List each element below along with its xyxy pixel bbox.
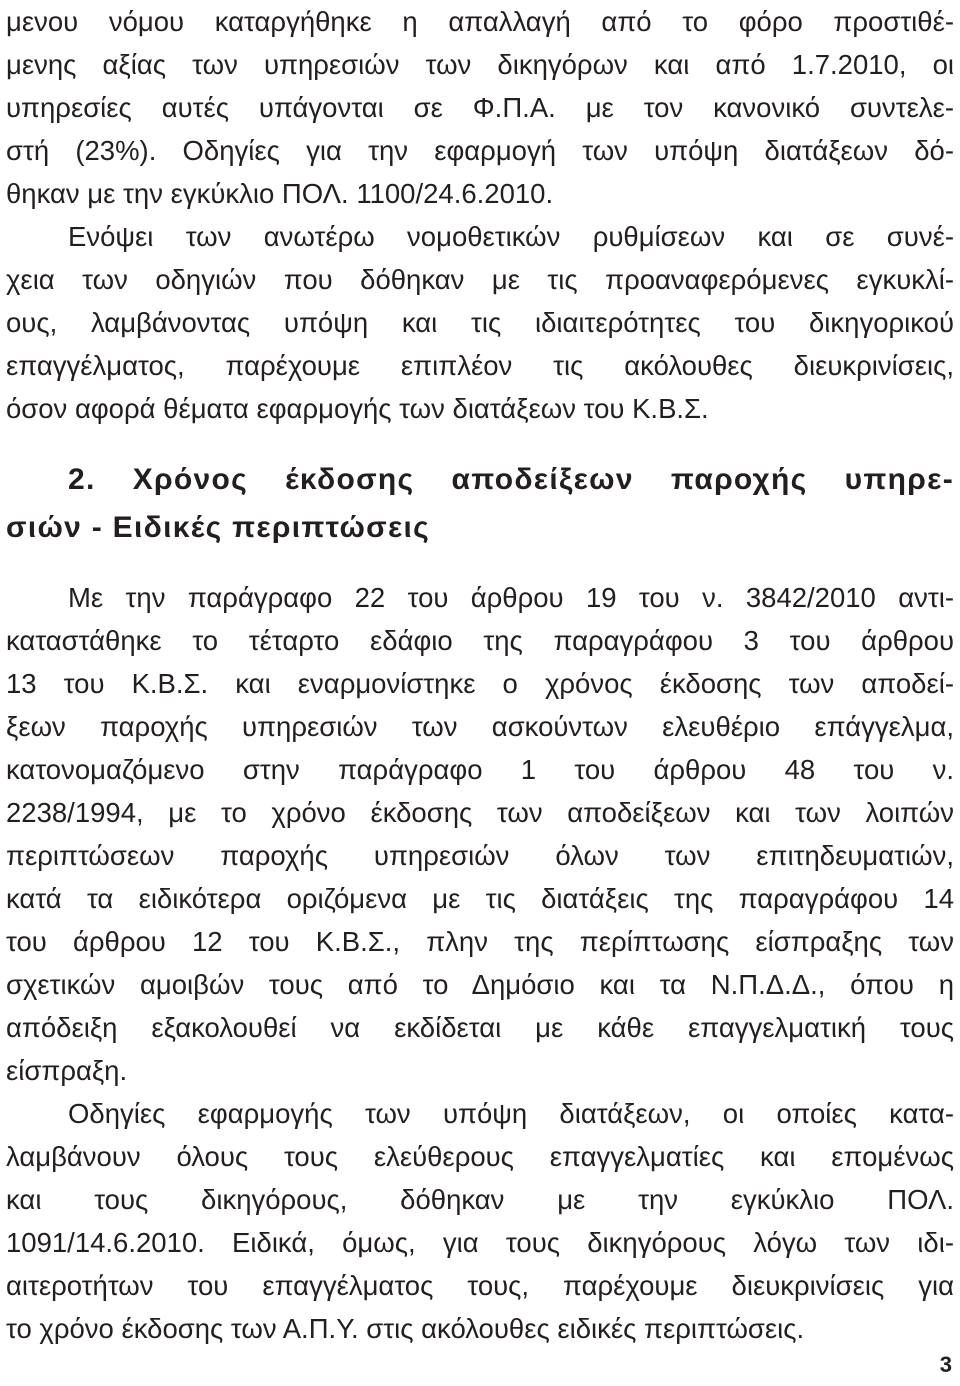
heading-line: σιών - Ειδικές περιπτώσεις xyxy=(6,511,431,544)
text-line: 2238/1994, με το χρόνο έκδοσης των αποδείξεων και των λοιπών xyxy=(6,797,954,828)
text-line: Οδηγίες εφαρμογής των υπόψη διατάξεων, οι οποίες κατα- xyxy=(68,1098,954,1129)
paragraph-1 xyxy=(6,0,954,215)
text-line: 1091/14.6.2010. Ειδικά, όμως, για τους δικηγόρους λόγω των ιδι- xyxy=(6,1227,954,1258)
text-line: Ενόψει των ανωτέρω νομοθετικών ρυθμίσεων και σε συνέ- xyxy=(68,221,954,252)
text-line: μενης αξίας των υπηρεσιών των δικηγόρων και από 1.7.2010, οι xyxy=(6,49,954,80)
text-line: όσον αφορά θέματα εφαρμογής των διατάξεων του Κ.Β.Σ. xyxy=(6,393,709,424)
document-page xyxy=(6,0,954,1350)
text-line: λαμβάνουν όλους τους ελεύθερους επαγγελματίες και επομένως xyxy=(6,1141,954,1172)
text-line: ξεων παροχής υπηρεσιών των ασκούντων ελευθέριο επάγγελμα, xyxy=(6,711,954,742)
text-line: υπηρεσίες αυτές υπάγονται σε Φ.Π.Α. με τον κανονικό συντελε- xyxy=(6,92,954,123)
text-line: το χρόνο έκδοσης των Α.Π.Υ. στις ακόλουθες ειδικές περιπτώσεις. xyxy=(6,1313,805,1344)
text-line: σχετικών αμοιβών τους από το Δημόσιο και τα Ν.Π.Δ.Δ., όπου η xyxy=(6,969,954,1000)
text-line: του άρθρου 12 του Κ.Β.Σ., πλην της περίπτωσης είσπραξης των xyxy=(6,926,954,957)
text-line: 13 του Κ.Β.Σ. και εναρμονίστηκε ο χρόνος έκδοσης των αποδεί- xyxy=(6,668,954,699)
text-line: χεια των οδηγιών που δόθηκαν με τις προαναφερόμενες εγκυκλί- xyxy=(6,264,954,295)
section-heading xyxy=(6,456,954,552)
text-line: ους, λαμβάνοντας υπόψη και τις ιδιαιτερότητες του δικηγορικού xyxy=(6,307,954,338)
paragraph-3 xyxy=(6,576,954,1092)
paragraph-4 xyxy=(6,1092,954,1350)
text-line: είσπραξη. xyxy=(6,1055,128,1086)
paragraph-2 xyxy=(6,215,954,430)
text-line: μενου νόμου καταργήθηκε η απαλλαγή από το φόρο προστιθέ- xyxy=(6,6,954,37)
text-line: στή (23%). Οδηγίες για την εφαρμογή των υπόψη διατάξεων δό- xyxy=(6,135,954,166)
text-line: κατά τα ειδικότερα οριζόμενα με τις διατάξεις της παραγράφου 14 xyxy=(6,883,954,914)
text-line: και τους δικηγόρους, δόθηκαν με την εγκύκλιο ΠΟΛ. xyxy=(6,1184,954,1215)
heading-line: 2. Χρόνος έκδοσης αποδείξεων παροχής υπηρε- xyxy=(68,463,954,496)
text-line: Με την παράγραφο 22 του άρθρου 19 του ν. 3842/2010 αντι- xyxy=(68,582,954,613)
text-line: καταστάθηκε το τέταρτο εδάφιο της παραγράφου 3 του άρθρου xyxy=(6,625,954,656)
text-line: αιτεροτήτων του επαγγέλματος τους, παρέχουμε διευκρινίσεις για xyxy=(6,1270,954,1301)
text-line: κατονομαζόμενο στην παράγραφο 1 του άρθρου 48 του ν. xyxy=(6,754,954,785)
text-line: θηκαν με την εγκύκλιο ΠΟΛ. 1100/24.6.2010. xyxy=(6,178,554,209)
text-line: απόδειξη εξακολουθεί να εκδίδεται με κάθε επαγγελματική τους xyxy=(6,1012,954,1043)
text-line: περιπτώσεων παροχής υπηρεσιών όλων των επιτηδευματιών, xyxy=(6,840,954,871)
text-line: επαγγέλματος, παρέχουμε επιπλέον τις ακόλουθες διευκρινίσεις, xyxy=(6,350,954,381)
page-number: 3 xyxy=(939,1352,952,1377)
